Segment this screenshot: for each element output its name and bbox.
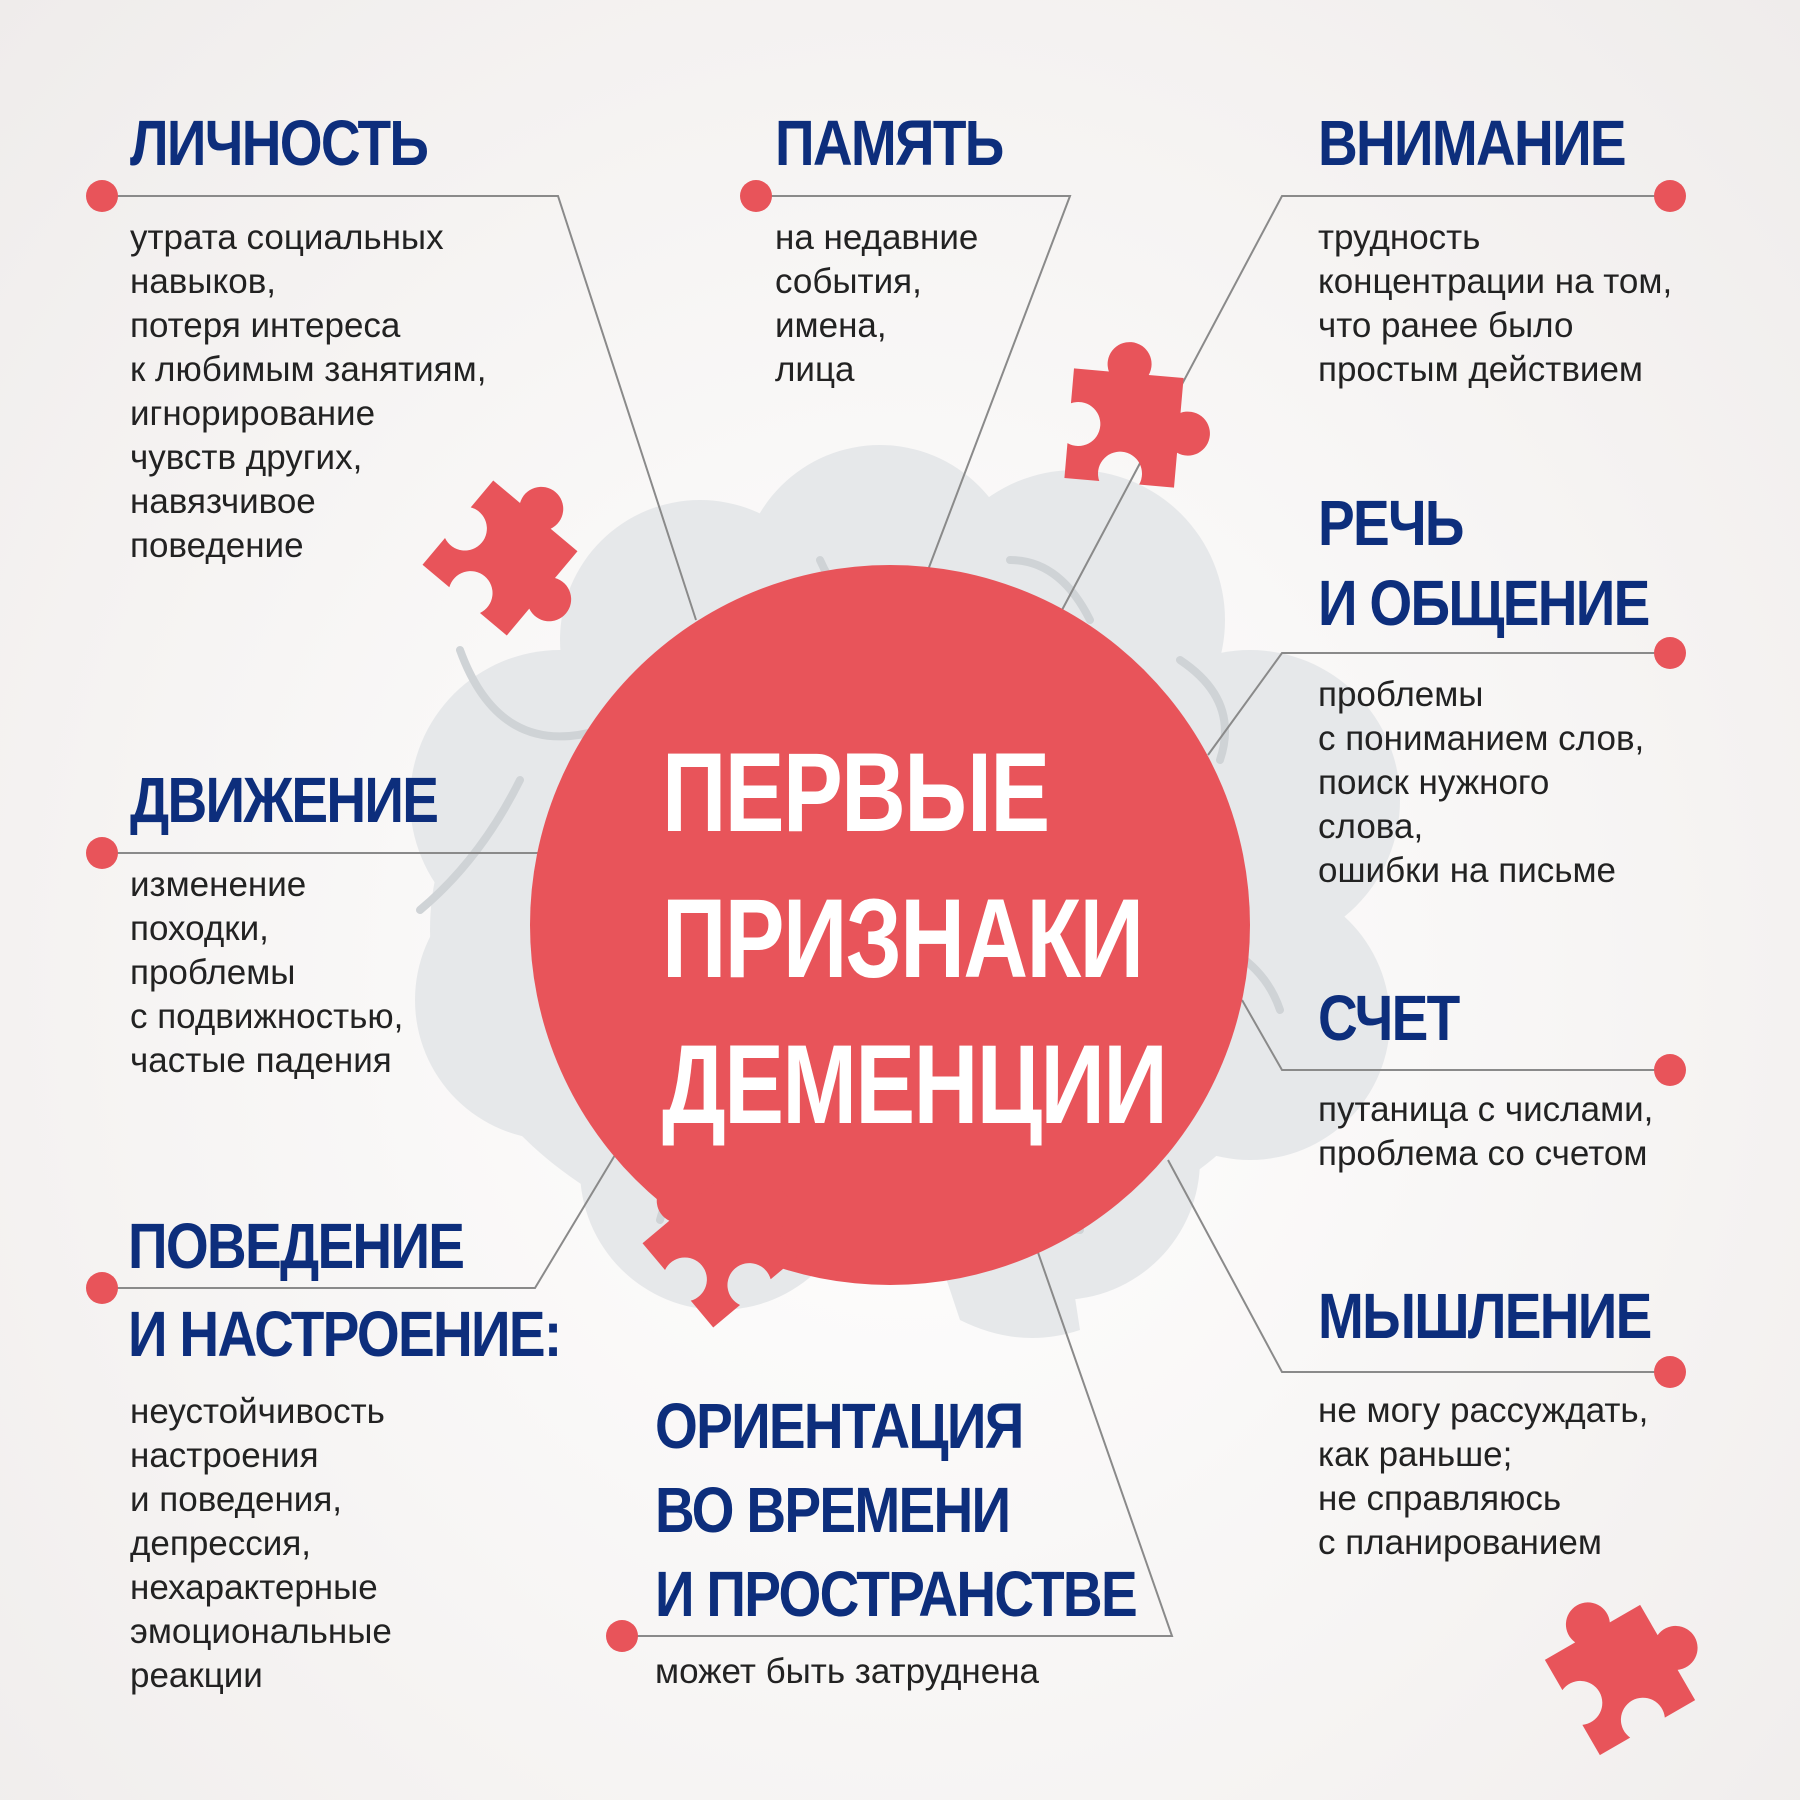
text-line: депрессия, bbox=[130, 1524, 311, 1563]
section-text-memory bbox=[775, 216, 978, 392]
text-line: с подвижностью, bbox=[130, 997, 404, 1036]
text-line: как раньше; bbox=[1318, 1435, 1513, 1474]
section-title-personality: ЛИЧНОСТЬ bbox=[130, 107, 428, 179]
text-line: реакции bbox=[130, 1656, 263, 1695]
dot-orientation bbox=[606, 1620, 638, 1652]
title-line: И ОБЩЕНИЕ bbox=[1318, 567, 1649, 639]
main-title bbox=[662, 720, 1166, 1158]
text-line: игнорирование bbox=[130, 394, 376, 433]
text-line: не справляюсь bbox=[1318, 1479, 1562, 1518]
section-title-memory: ПАМЯТЬ bbox=[775, 107, 1003, 179]
dot-attention bbox=[1654, 180, 1686, 212]
section-title-speech bbox=[1318, 483, 1649, 643]
section-text-movement bbox=[130, 863, 403, 1083]
dot-movement bbox=[86, 837, 118, 869]
main-title-line: ДЕМЕНЦИИ bbox=[662, 1022, 1167, 1147]
text-line: имена, bbox=[775, 306, 887, 345]
section-text-speech bbox=[1318, 673, 1644, 893]
section-title-thinking: МЫШЛЕНИЕ bbox=[1318, 1280, 1651, 1352]
text-line: частые падения bbox=[130, 1041, 392, 1080]
dot-thinking bbox=[1654, 1356, 1686, 1388]
dot-memory bbox=[740, 180, 772, 212]
text-line: на недавние bbox=[775, 218, 979, 257]
text-line: лица bbox=[775, 350, 855, 389]
text-line: ошибки на письме bbox=[1318, 851, 1617, 890]
dot-speech bbox=[1654, 637, 1686, 669]
section-text-orientation bbox=[655, 1650, 1039, 1694]
dot-personality bbox=[86, 180, 118, 212]
text-line: навязчивое bbox=[130, 482, 316, 521]
text-line: проблема со счетом bbox=[1318, 1134, 1648, 1173]
section-title-behavior bbox=[128, 1206, 560, 1374]
text-line: события, bbox=[775, 262, 922, 301]
puzzle-piece-icon bbox=[1529, 1562, 1722, 1755]
text-line: чувств других, bbox=[130, 438, 363, 477]
section-title-movement: ДВИЖЕНИЕ bbox=[130, 764, 438, 836]
text-line: путаница с числами, bbox=[1318, 1090, 1654, 1129]
text-line: поведение bbox=[130, 526, 304, 565]
text-line: изменение bbox=[130, 865, 307, 904]
text-line: неустойчивость bbox=[130, 1392, 385, 1431]
text-line: проблемы bbox=[1318, 675, 1484, 714]
title-line: ПОВЕДЕНИЕ bbox=[128, 1210, 464, 1282]
text-line: нехарактерные bbox=[130, 1568, 378, 1607]
text-line: походки, bbox=[130, 909, 269, 948]
dot-behavior bbox=[86, 1272, 118, 1304]
text-line: простым действием bbox=[1318, 350, 1643, 389]
section-text-attention bbox=[1318, 216, 1672, 392]
section-text-behavior bbox=[130, 1390, 392, 1698]
text-line: с пониманием слов, bbox=[1318, 719, 1645, 758]
title-line: РЕЧЬ bbox=[1318, 487, 1463, 559]
title-line: ВО ВРЕМЕНИ bbox=[655, 1474, 1010, 1546]
main-title-line: ПРИЗНАКИ bbox=[662, 876, 1143, 1001]
text-line: проблемы bbox=[130, 953, 296, 992]
section-title-attention: ВНИМАНИЕ bbox=[1318, 107, 1625, 179]
section-text-thinking bbox=[1318, 1389, 1648, 1565]
text-line: утрата социальных bbox=[130, 218, 444, 257]
text-line: навыков, bbox=[130, 262, 277, 301]
section-title-orientation bbox=[655, 1384, 1136, 1636]
text-line: слова, bbox=[1318, 807, 1424, 846]
section-text-personality bbox=[130, 216, 486, 568]
dot-counting bbox=[1654, 1054, 1686, 1086]
text-line: что ранее было bbox=[1318, 306, 1574, 345]
text-line: концентрации на том, bbox=[1318, 262, 1673, 301]
text-line: с планированием bbox=[1318, 1523, 1602, 1562]
text-line: настроения bbox=[130, 1436, 319, 1475]
text-line: не могу рассуждать, bbox=[1318, 1391, 1649, 1430]
text-line: к любимым занятиям, bbox=[130, 350, 487, 389]
text-line: эмоциональные bbox=[130, 1612, 392, 1651]
title-line: ОРИЕНТАЦИЯ bbox=[655, 1390, 1023, 1462]
text-line: трудность bbox=[1318, 218, 1481, 257]
text-line: и поведения, bbox=[130, 1480, 343, 1519]
main-title-line: ПЕРВЫЕ bbox=[662, 730, 1049, 855]
section-text-counting bbox=[1318, 1088, 1653, 1176]
text-line: поиск нужного bbox=[1318, 763, 1550, 802]
text-line: потеря интереса bbox=[130, 306, 401, 345]
title-line: И НАСТРОЕНИЕ: bbox=[128, 1298, 561, 1370]
section-title-counting: СЧЕТ bbox=[1318, 982, 1459, 1054]
text-line: может быть затруднена bbox=[655, 1652, 1039, 1691]
title-line: И ПРОСТРАНСТВЕ bbox=[655, 1558, 1136, 1630]
